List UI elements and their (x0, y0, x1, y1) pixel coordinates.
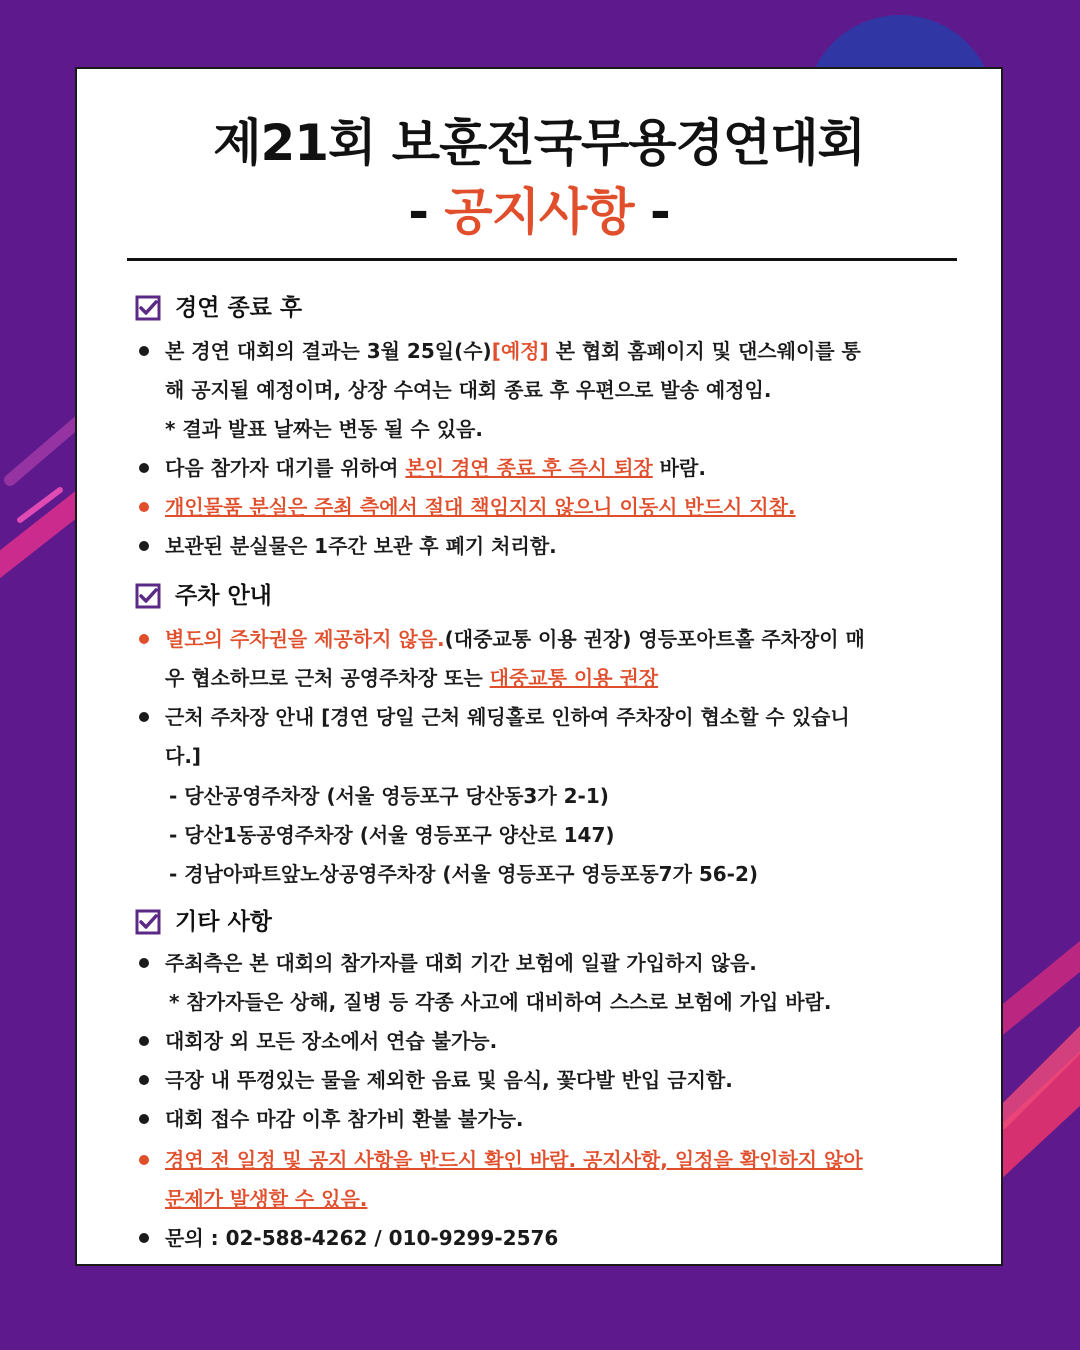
bullet-icon (139, 958, 149, 968)
bullet-icon (139, 502, 149, 512)
section-heading-other: 기타 사항 (135, 907, 272, 937)
page-subtitle: - 공지사항 - (408, 183, 670, 241)
bullet-icon (139, 346, 149, 356)
bullet-icon (139, 634, 149, 644)
bullet-icon (139, 1036, 149, 1046)
list-item: 근처 주차장 안내 [경연 당일 근처 웨딩홀로 인하여 주차장이 협소할 수 있습니 (139, 698, 959, 737)
list-note: * 참가자들은 상해, 질병 등 각종 사고에 대비하여 스스로 보험에 가입 바람. (169, 990, 832, 1014)
parking-lot-item: - 당산공영주차장 (서울 영등포구 당산동3가 2-1) (169, 784, 609, 808)
bullet-icon (139, 463, 149, 473)
parking-lot-item: - 경남아파트앞노상공영주차장 (서울 영등포구 영등포동7가 56-2) (169, 862, 759, 886)
list-item-continuation: 문제가 발생할 수 있음. (165, 1187, 368, 1211)
section-heading-after: 경연 종료 후 (135, 293, 302, 323)
bullet-icon (139, 1155, 149, 1165)
list-item: 극장 내 뚜껑있는 물을 제외한 음료 및 음식, 꽃다발 반입 금지함. (139, 1061, 959, 1100)
contact-item: 문의 : 02-588-4262 / 010-9299-2576 (139, 1219, 959, 1258)
bullet-icon (139, 712, 149, 722)
bullet-icon (139, 541, 149, 551)
page-title: 제21회 보훈전국무용경연대회 (213, 114, 865, 172)
list-item: 별도의 주차권을 제공하지 않음.(대중교통 이용 권장) 영등포아트홀 주차장이 매 (139, 620, 959, 659)
bullet-icon (139, 1233, 149, 1243)
list-item: 다음 참가자 대기를 위하여 본인 경연 종료 후 즉시 퇴장 바람. (139, 449, 959, 488)
list-note: * 결과 발표 날짜는 변동 될 수 있음. (165, 417, 483, 441)
notice-card (75, 67, 1003, 1266)
list-item: 본 경연 대회의 결과는 3월 25일(수)[예정] 본 협회 홈페이지 및 댄스웨이를 통 (139, 332, 959, 371)
list-item: 대회 접수 마감 이후 참가비 환불 불가능. (139, 1100, 959, 1139)
title-divider (127, 258, 957, 261)
list-item: 보관된 분실물은 1주간 보관 후 폐기 처리함. (139, 527, 959, 566)
list-item: 경연 전 일정 및 공지 사항을 반드시 확인 바람. 공지사항, 일정을 확인하지 않아 (139, 1141, 959, 1180)
list-item: 주최측은 본 대회의 참가자를 대회 기간 보험에 일괄 가입하지 않음. (139, 944, 959, 983)
list-item-continuation: 다.] (165, 744, 202, 768)
checkbox-checked-icon (135, 583, 161, 609)
list-item-continuation: 우 협소하므로 근처 공영주차장 또는 대중교통 이용 권장 (165, 666, 659, 690)
list-item: 대회장 외 모든 장소에서 연습 불가능. (139, 1022, 959, 1061)
checkbox-checked-icon (135, 295, 161, 321)
checkbox-checked-icon (135, 909, 161, 935)
parking-lot-item: - 당산1동공영주차장 (서울 영등포구 양산로 147) (169, 823, 615, 847)
bullet-icon (139, 1114, 149, 1124)
bullet-icon (139, 1075, 149, 1085)
section-heading-parking: 주차 안내 (135, 581, 272, 611)
list-item: 개인물품 분실은 주최 측에서 절대 책임지지 않으니 이동시 반드시 지참. (139, 488, 959, 527)
list-item-continuation: 해 공지될 예정이며, 상장 수여는 대회 종료 후 우편으로 발송 예정임. (165, 378, 772, 402)
